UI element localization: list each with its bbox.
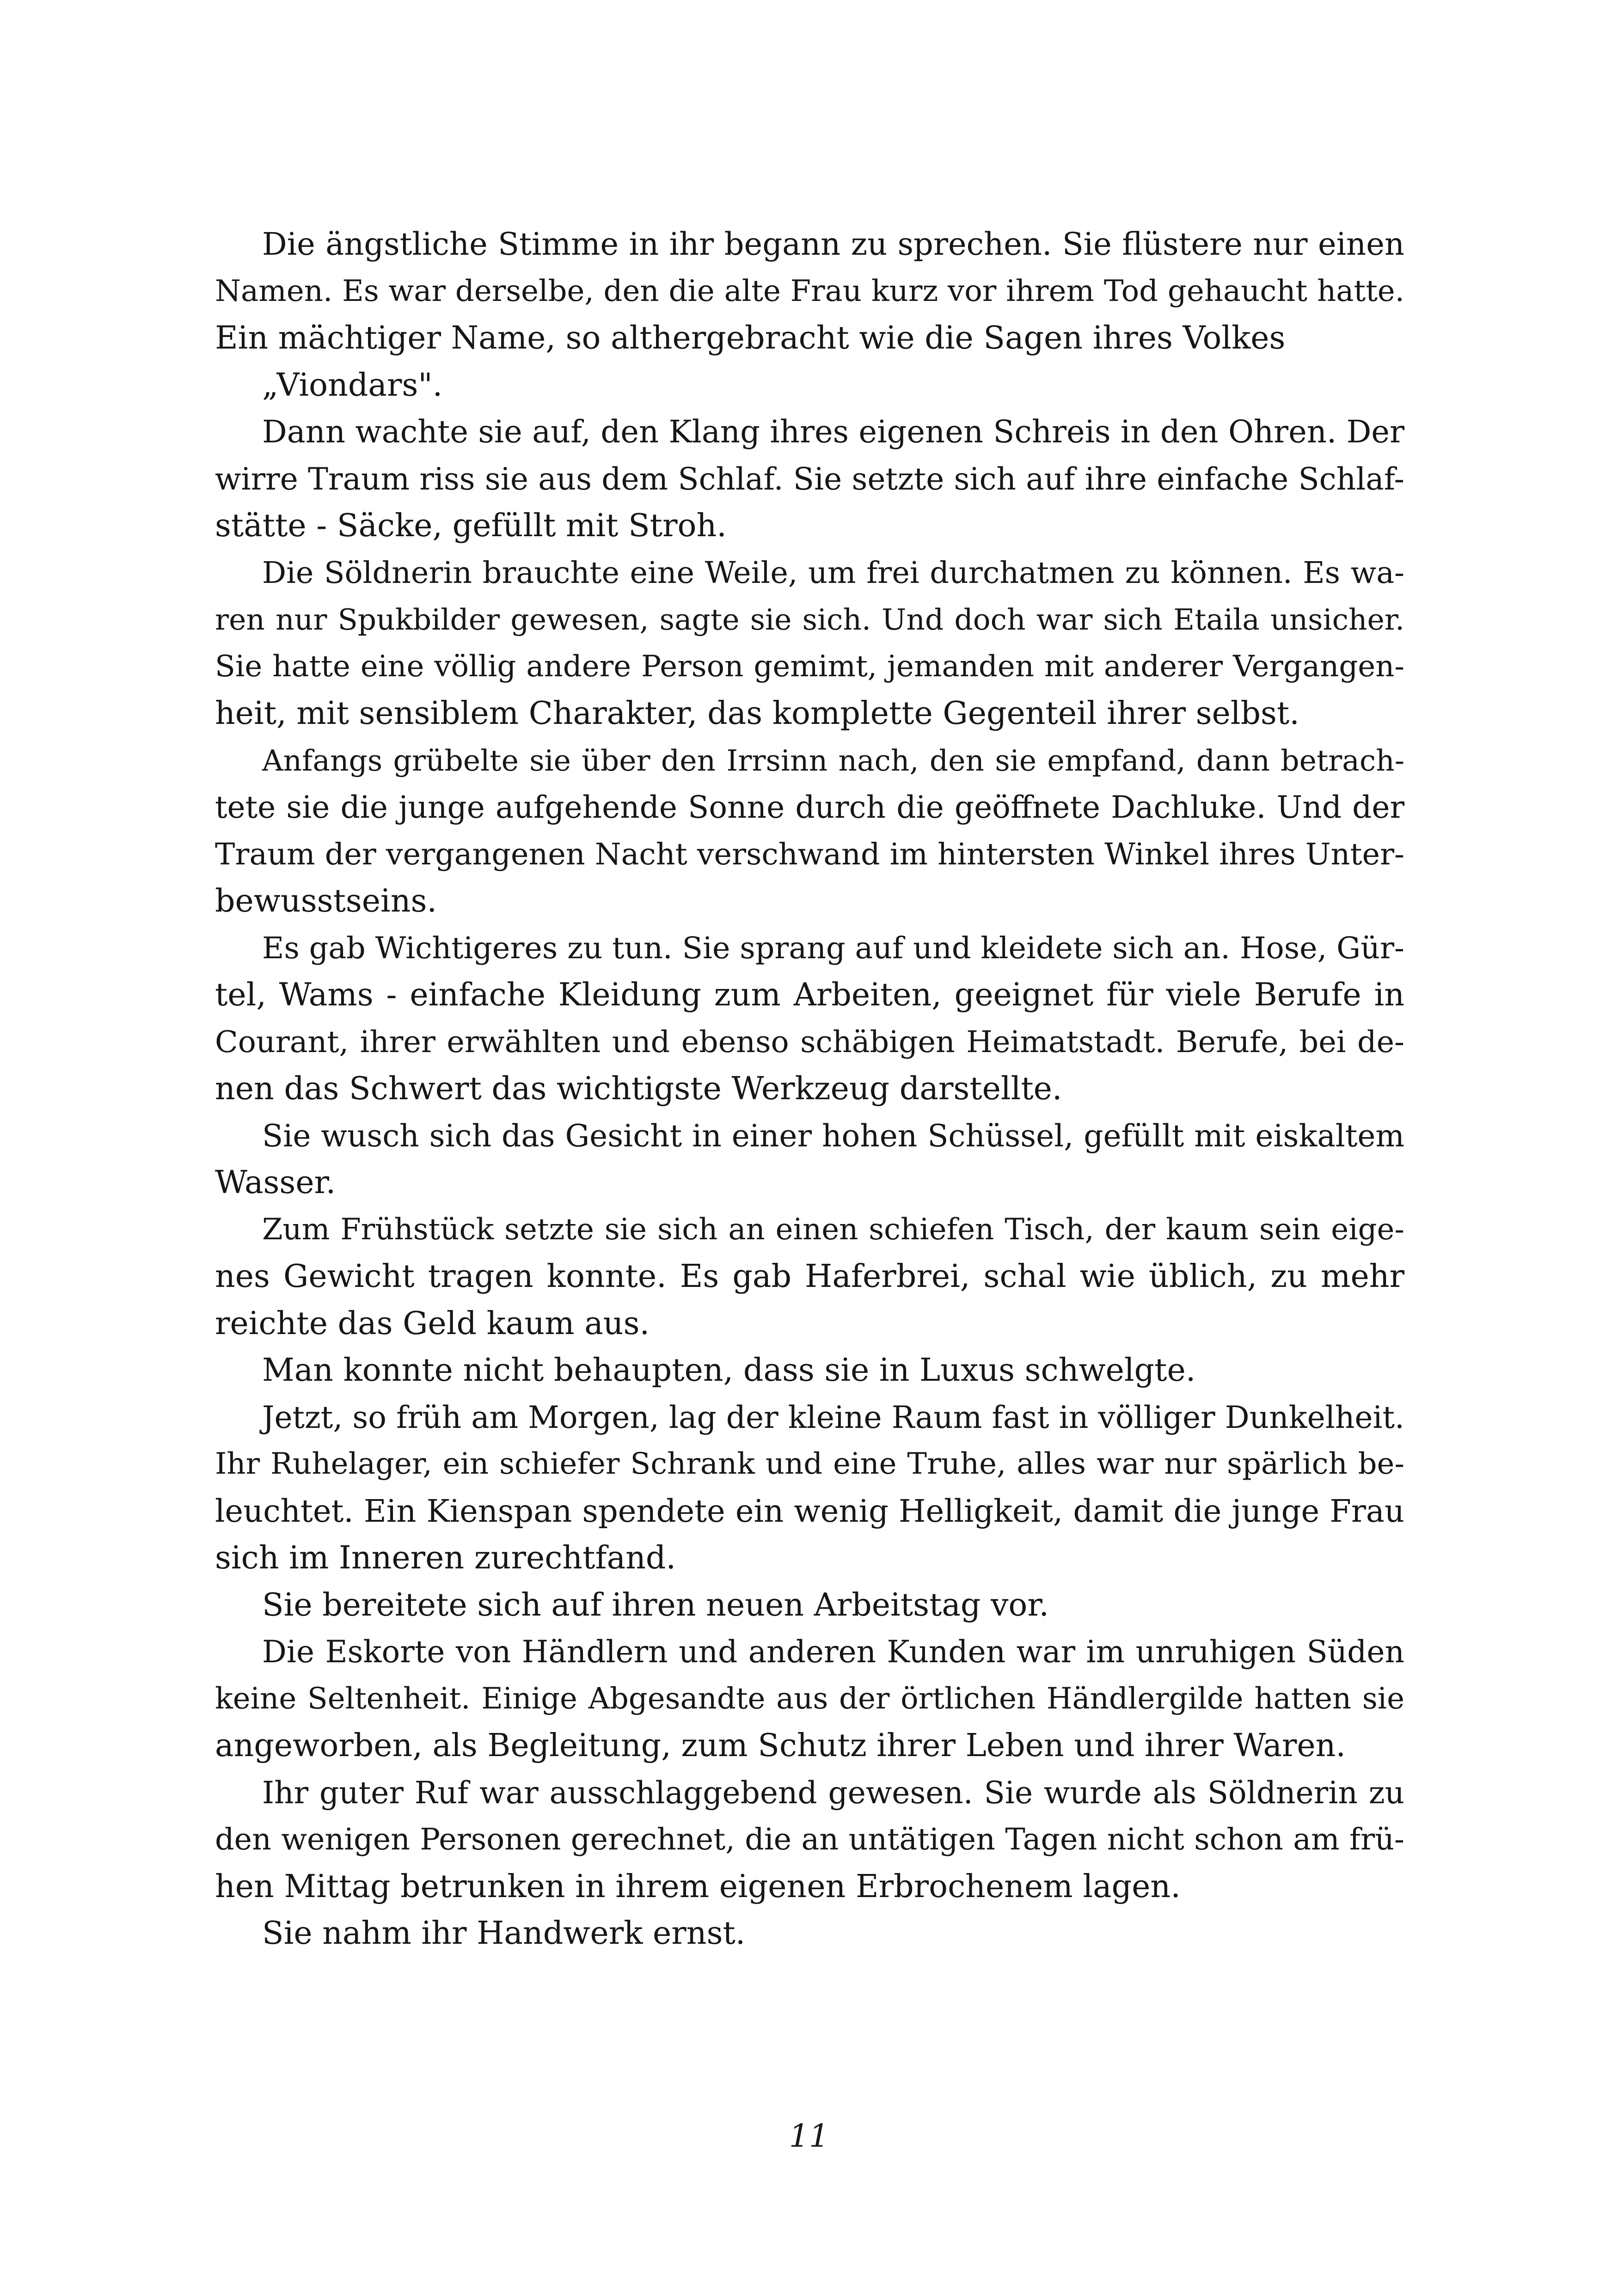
text-line: heit, mit sensiblem Charakter, das komplette Gegenteil ihrer selbst. [215, 695, 1299, 732]
text-line: keine Seltenheit. Einige Abgesandte aus der örtlichen Händlergilde hatten sie [215, 1681, 1404, 1716]
text-line: wirre Traum riss sie aus dem Schlaf. Sie setzte sich auf ihre einfache Schlaf- [215, 461, 1404, 497]
text-line: sich im Inneren zurechtfand. [215, 1540, 676, 1576]
text-line: Es gab Wichtigeres zu tun. Sie sprang auf und kleidete sich an. Hose, Gür- [262, 931, 1404, 966]
body-text [215, 221, 1404, 1957]
text-line: Zum Frühstück setzte sie sich an einen schiefen Tisch, der kaum sein eige- [262, 1212, 1404, 1247]
text-line: reichte das Geld kaum aus. [215, 1305, 650, 1342]
text-line: Ein mächtiger Name, so althergebracht wie die Sagen ihres Volkes [215, 320, 1286, 356]
text-line: nen das Schwert das wichtigste Werkzeug darstellte. [215, 1071, 1062, 1107]
text-line: tete sie die junge aufgehende Sonne durch die geöffnete Dachluke. Und der [215, 790, 1404, 825]
text-line: Sie nahm ihr Handwerk ernst. [262, 1915, 746, 1952]
text-line: Ihr guter Ruf war ausschlaggebend gewesen. Sie wurde als Söldnerin zu [262, 1775, 1404, 1811]
text-line: Die Söldnerin brauchte eine Weile, um frei durchatmen zu können. Es wa- [262, 555, 1404, 590]
text-line: ren nur Spukbilder gewesen, sagte sie sich. Und doch war sich Etaila unsicher. [215, 603, 1404, 637]
text-line: Sie bereitete sich auf ihren neuen Arbeitstag vor. [262, 1586, 1049, 1623]
text-line: Dann wachte sie auf, den Klang ihres eigenen Schreis in den Ohren. Der [262, 414, 1404, 450]
text-line: Traum der vergangenen Nacht verschwand im hintersten Winkel ihres Unter- [215, 837, 1404, 872]
text-line: „Viondars". [262, 367, 443, 404]
text-line: Sie wusch sich das Gesicht in einer hohen Schüssel, gefüllt mit eiskaltem [262, 1118, 1404, 1154]
text-line: Jetzt, so früh am Morgen, lag der kleine Raum fast in völliger Dunkelheit. [262, 1399, 1404, 1435]
text-line: den wenigen Personen gerechnet, die an untätigen Tagen nicht schon am frü- [215, 1822, 1404, 1857]
text-line: Ihr Ruhelager, ein schiefer Schrank und eine Truhe, alles war nur spärlich be- [215, 1447, 1404, 1481]
text-line: Man konnte nicht behaupten, dass sie in Luxus schwelgte. [262, 1352, 1196, 1389]
text-line: Anfangs grübelte sie über den Irrsinn nach, den sie empfand, dann betrach- [262, 743, 1404, 778]
page-number: 11 [789, 2118, 829, 2155]
text-line: bewusstseins. [215, 883, 437, 919]
text-line: leuchtet. Ein Kienspan spendete ein wenig Helligkeit, damit die junge Frau [215, 1493, 1404, 1529]
text-line: Courant, ihrer erwählten und ebenso schäbigen Heimatstadt. Berufe, bei de- [215, 1024, 1404, 1059]
text-line: Wasser. [215, 1164, 336, 1201]
text-line: Die Eskorte von Händlern und anderen Kunden war im unruhigen Süden [262, 1634, 1404, 1670]
text-line: angeworben, als Begleitung, zum Schutz ihrer Leben und ihrer Waren. [215, 1727, 1346, 1764]
text-line: Die ängstliche Stimme in ihr begann zu sprechen. Sie flüstere nur einen [262, 226, 1404, 262]
text-line: Namen. Es war derselbe, den die alte Frau kurz vor ihrem Tod gehaucht hatte. [215, 274, 1404, 308]
text-line: Sie hatte eine völlig andere Person gemimt, jemanden mit anderer Vergangen- [215, 649, 1404, 684]
text-line: stätte - Säcke, gefüllt mit Stroh. [215, 508, 727, 544]
text-line: nes Gewicht tragen konnte. Es gab Haferbrei, schal wie üblich, zu mehr [215, 1258, 1404, 1295]
text-line: tel, Wams - einfache Kleidung zum Arbeiten, geeignet für viele Berufe in [215, 977, 1404, 1013]
text-line: hen Mittag betrunken in ihrem eigenen Erbrochenem lagen. [215, 1868, 1181, 1905]
